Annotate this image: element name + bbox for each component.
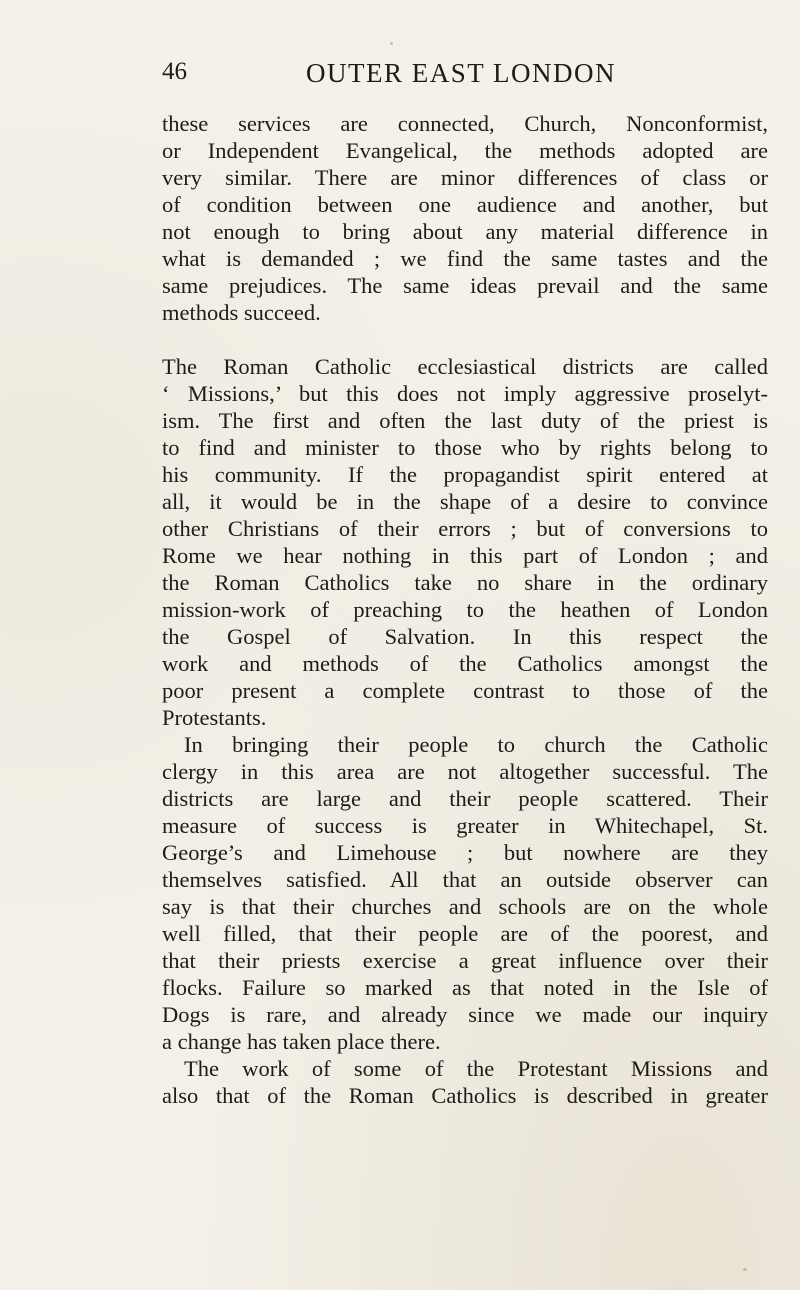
paragraph-gap bbox=[162, 326, 768, 353]
text-line: all, it would be in the shape of a desire to convince bbox=[162, 489, 768, 514]
text-line: the Roman Catholics take no share in the ordinary bbox=[162, 570, 768, 595]
text-line: well filled, that their people are of the poorest, and bbox=[162, 921, 768, 946]
text-line: flocks. Failure so marked as that noted in the Isle of bbox=[162, 975, 768, 1000]
paragraph bbox=[162, 731, 768, 1055]
text-line: work and methods of the Catholics amongst the bbox=[162, 651, 768, 676]
text-line: poor present a complete contrast to those of the bbox=[162, 678, 768, 703]
text-line: what is demanded ; we find the same tastes and the bbox=[162, 246, 768, 271]
text-line: very similar. There are minor differences of class or bbox=[162, 165, 768, 190]
text-line: say is that their churches and schools are on the whole bbox=[162, 894, 768, 919]
text-line: these services are connected, Church, Nonconformist, bbox=[162, 111, 768, 136]
text-line: clergy in this area are not altogether successful. The bbox=[162, 759, 768, 784]
text-line: themselves satisfied. All that an outside observer can bbox=[162, 867, 768, 892]
body-text bbox=[162, 110, 768, 1109]
text-line: Rome we hear nothing in this part of London ; and bbox=[162, 543, 768, 568]
text-line: other Christians of their errors ; but of conversions to bbox=[162, 516, 768, 541]
paragraph bbox=[162, 110, 768, 326]
text-line: also that of the Roman Catholics is described in greater bbox=[162, 1083, 768, 1108]
text-line: Protestants. bbox=[162, 705, 267, 730]
paper-speck bbox=[390, 42, 393, 45]
paragraph bbox=[162, 1055, 768, 1109]
text-line: not enough to bring about any material difference in bbox=[162, 219, 768, 244]
text-line: Dogs is rare, and already since we made our inquiry bbox=[162, 1002, 768, 1027]
text-line: The Roman Catholic ecclesiastical districts are called bbox=[162, 354, 768, 379]
running-head: OUTER EAST LONDON bbox=[306, 58, 616, 88]
text-line: mission-work of preaching to the heathen of London bbox=[162, 597, 768, 622]
text-line: the Gospel of Salvation. In this respect the bbox=[162, 624, 768, 649]
text-line: same prejudices. The same ideas prevail and the same bbox=[162, 273, 768, 298]
paper-speck bbox=[743, 1268, 747, 1271]
page-number: 46 bbox=[162, 58, 187, 85]
text-line: methods succeed. bbox=[162, 300, 321, 325]
paragraph bbox=[162, 353, 768, 731]
text-line: measure of success is greater in Whitechapel, St. bbox=[162, 813, 768, 838]
text-line: The work of some of the Protestant Missions and bbox=[184, 1056, 768, 1081]
text-line: to find and minister to those who by rights belong to bbox=[162, 435, 768, 460]
text-line: districts are large and their people scattered. Their bbox=[162, 786, 768, 811]
page-header bbox=[0, 58, 800, 98]
text-line: his community. If the propagandist spirit entered at bbox=[162, 462, 768, 487]
text-line: a change has taken place there. bbox=[162, 1029, 441, 1054]
text-line: of condition between one audience and another, but bbox=[162, 192, 768, 217]
text-line: In bringing their people to church the Catholic bbox=[184, 732, 768, 757]
text-line: ism. The first and often the last duty of the priest is bbox=[162, 408, 768, 433]
text-line: or Independent Evangelical, the methods adopted are bbox=[162, 138, 768, 163]
text-line: George’s and Limehouse ; but nowhere are they bbox=[162, 840, 768, 865]
text-line: that their priests exercise a great influence over their bbox=[162, 948, 768, 973]
text-line: ‘ Missions,’ but this does not imply aggressive proselyt- bbox=[162, 381, 768, 406]
